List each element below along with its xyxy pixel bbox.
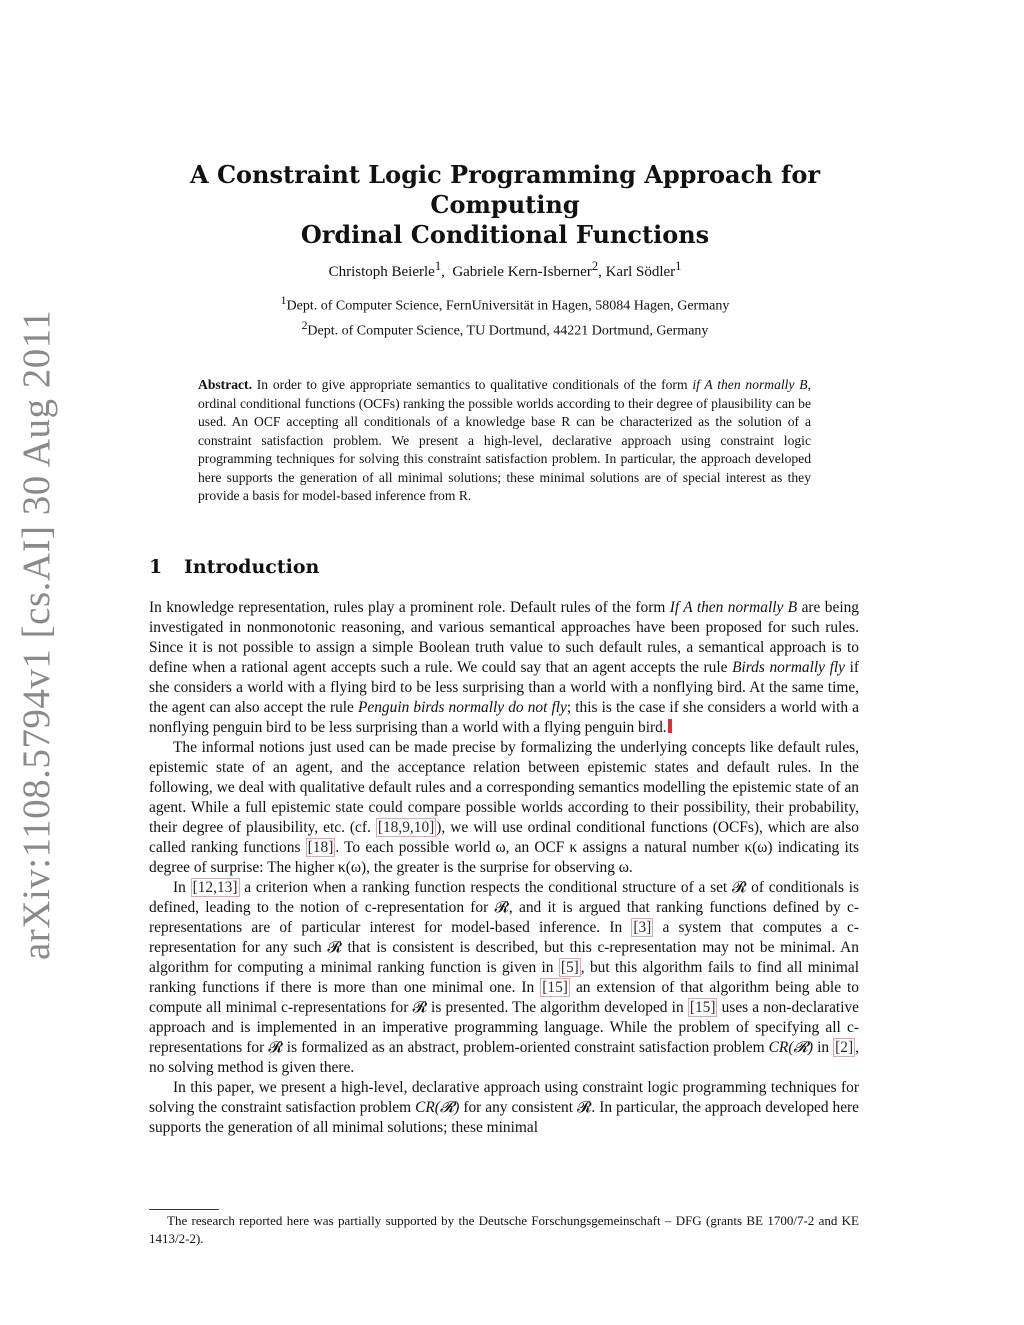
citation-link[interactable]: [15] bbox=[689, 999, 716, 1016]
author-affil-mark: 1 bbox=[675, 259, 682, 273]
arxiv-identifier: arXiv:1108.5794v1 [cs.AI] 30 Aug 2011 bbox=[15, 309, 58, 960]
citation-link[interactable]: [18] bbox=[307, 839, 334, 856]
paragraph: In knowledge representation, rules play a prominent role. Default rules of the form If A then normally B are being investigated in nonmonotonic reasoning, and various semantical approaches have been proposed for such rules. Since it is not possible to assign a simple Boolean truth value to such default rules, a semantical approach is to define when a rational agent accepts such a rule. We could say that an agent accepts the rule Birds normally fly if she considers a world with a flying bird to be less surprising than a world with a nonflying bird. At the same time, the agent can also accept the rule Penguin birds normally do not fly; this is the case if she considers a world with a nonflying penguin bird to be less surprising than a world with a flying penguin bird. bbox=[149, 599, 859, 736]
affiliation-list bbox=[150, 291, 860, 340]
section-number: 1 bbox=[149, 556, 163, 578]
paper-title bbox=[130, 160, 880, 250]
citation-link[interactable]: [3] bbox=[633, 919, 652, 936]
title-line-1: A Constraint Logic Programming Approach for Computing bbox=[189, 160, 821, 219]
citation-link[interactable]: [5] bbox=[560, 959, 579, 976]
paragraph: In [12,13] a criterion when a ranking function respects the conditional structure of a set 𝓡 of conditionals is defined, leading to the notion of c-representation for 𝓡, and it is argued that ranking functions defined by c-representations are of particular interest for model-based inference. In [3] a system that computes a c-representation for any such 𝓡 that is consistent is described, but this c-representation may not be minimal. An algorithm for computing a minimal ranking function is given in [5] , but this algorithm fails to find all minimal ranking functions if there is more than one minimal one. In [15] an extension of that algorithm being able to compute all minimal c-representations for 𝓡 is presented. The algorithm developed in [15] uses a non-declarative approach and is implemented in an imperative programming language. While the problem of specifying all c-representations for 𝓡 is formalized as an abstract, problem-oriented constraint satisfaction problem CR(𝓡) in [2] , no solving method is given there. bbox=[149, 879, 860, 1076]
abstract-label: Abstract. bbox=[198, 377, 252, 392]
section-heading bbox=[149, 556, 319, 578]
citation-link[interactable]: [2] bbox=[835, 1039, 854, 1056]
affiliation: $^2$Dept. of Computer Science, TU Dortmund, 44221 Dortmund, Germany bbox=[301, 318, 709, 339]
citation-link[interactable]: [18,9,10] bbox=[377, 819, 435, 836]
citation-link[interactable]: [15] bbox=[542, 979, 568, 996]
author-list: Christoph Beierle$^1$, Gabriele Kern-Isberner$^2$, Karl Södler$^1$ bbox=[328, 259, 682, 280]
footnote: The research reported here was partially supported by the Deutsche Forschungsgemeinschaft – DFG (grants BE 1700/7-2 and KE 1413/2-2). bbox=[149, 1213, 859, 1246]
author-affil-mark: 2 bbox=[591, 259, 599, 273]
author-name: Gabriele Kern-Isberner bbox=[452, 264, 592, 280]
section-title: Introduction bbox=[184, 556, 320, 578]
footnote-divider bbox=[149, 1209, 219, 1210]
body-text bbox=[149, 598, 859, 1138]
author-name: Karl Södler bbox=[605, 264, 676, 280]
paragraph: In this paper, we present a high-level, declarative approach using constraint logic programming techniques for solving the constraint satisfaction problem CR(𝓡) for any consistent 𝓡. In particular, the approach developed here supports the generation of all minimal solutions; these minimal bbox=[149, 1079, 859, 1136]
paragraph: The informal notions just used can be made precise by formalizing the underlying concepts like default rules, epistemic state of an agent, and the acceptance relation between epistemic states and default rules. In the following, we deal with qualitative default rules and a corresponding semantics modelling the epistemic state of an agent. While a full epistemic state could compare possible worlds according to their possibility, their probability, their degree of plausibility, etc. (cf. [18,9,10] ), we will use ordinal conditional functions (OCFs), which are also called ranking functions [18] . To each possible world ω, an OCF κ assigns a natural number κ(ω) indicating its degree of surprise: The higher κ(ω), the greater is the surprise for observing ω. bbox=[149, 739, 859, 876]
citation-link[interactable]: [12,13] bbox=[192, 879, 238, 896]
abstract: Abstract. In order to give appropriate semantics to qualitative conditionals of the form if A then normally B, ordinal conditional functions (OCFs) ranking the possible worlds according to their degree of plausibility can be used. An OCF accepting all conditionals of a knowledge base R can be characterized as the solution of a constraint satisfaction problem. We present a high-level, declarative approach using constraint logic programming techniques for solving this constraint satisfaction problem. In particular, the approach developed here supports the generation of all minimal solutions; these minimal solutions are of special interest as they provide a basis for model-based inference from R. bbox=[198, 377, 811, 503]
affiliation: $^1$Dept. of Computer Science, FernUniversität in Hagen, 58084 Hagen, Germany bbox=[280, 294, 730, 314]
title-line-2: Ordinal Conditional Functions bbox=[300, 220, 710, 249]
footnote-link-icon[interactable] bbox=[668, 719, 672, 733]
author-affil-mark: 1 bbox=[434, 259, 442, 273]
author-name: Christoph Beierle bbox=[328, 264, 435, 280]
